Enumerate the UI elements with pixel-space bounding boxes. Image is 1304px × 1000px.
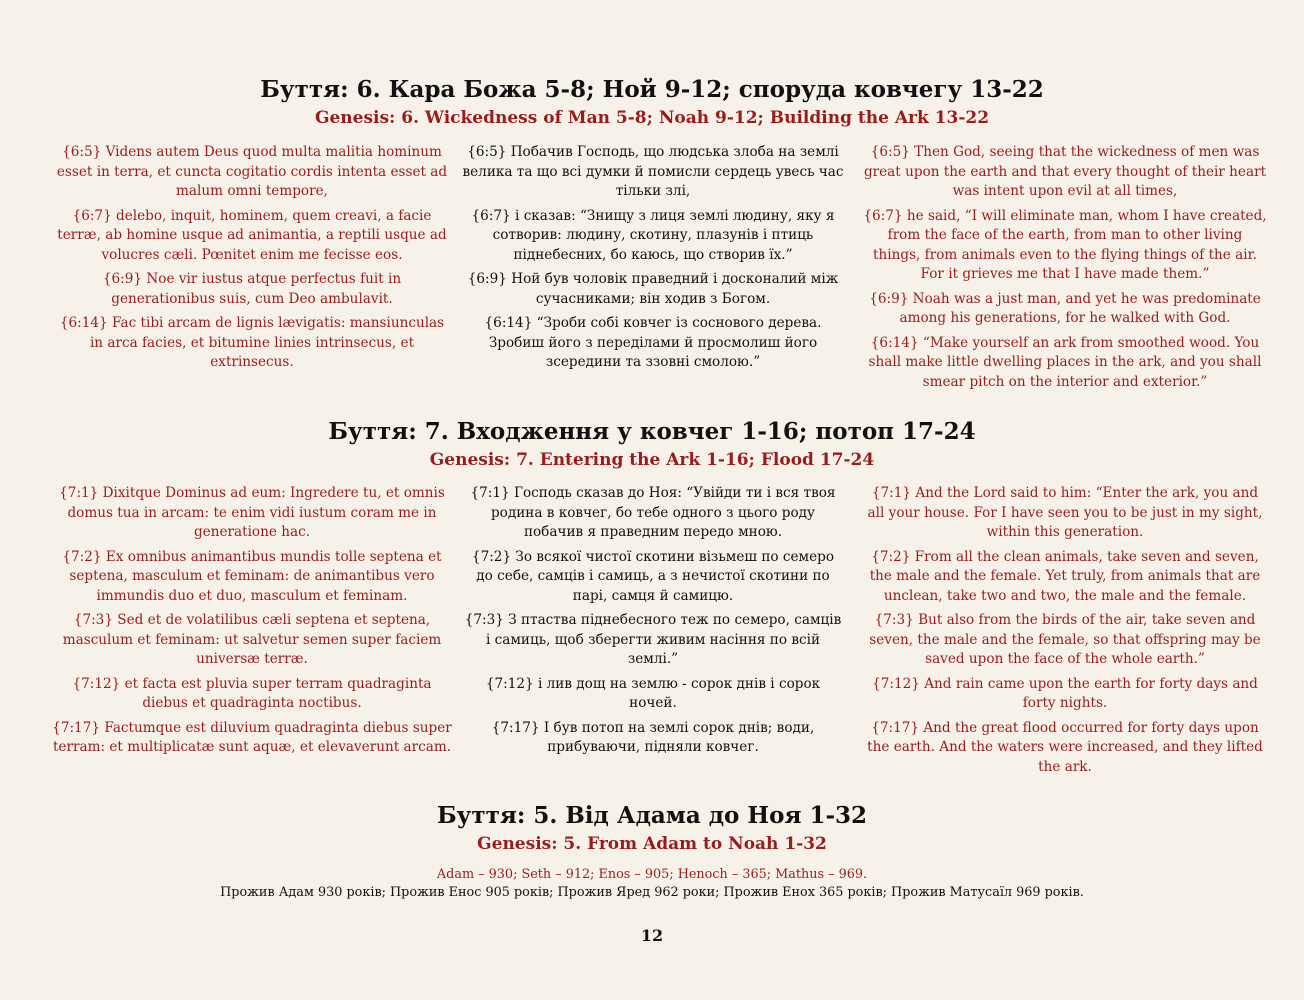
verse: {6:9} Noah was a just man, and yet he was predominate among his generations, for he walked with God. bbox=[869, 290, 1261, 326]
verse: {7:17} Factumque est diluvium quadraginta diebus super terram: et multiplicatæ sunt aquæ, et elevaverunt arcam. bbox=[52, 719, 452, 755]
ukrainian-column bbox=[462, 143, 844, 378]
lifespans-ukrainian: Прожив Адам 930 років; Прожив Енос 905 років; Прожив Яред 962 роки; Прожив Енох 365 років; Прожив Матусаїл 969 років. bbox=[220, 885, 1084, 900]
page-number: 12 bbox=[640, 926, 664, 945]
section-title-ukrainian: Буття: 5. Від Адама до Ноя 1-32 bbox=[436, 802, 868, 829]
lifespans-latin: Adam – 930; Seth – 912; Enos – 905; Henoch – 365; Mathus – 969. bbox=[436, 867, 868, 882]
verse: {6:5} Then God, seeing that the wickedness of men was great upon the earth and that every thought of their heart was intent upon evil at all times, bbox=[863, 144, 1267, 199]
latin-column bbox=[52, 143, 452, 378]
section-genesis-6 bbox=[0, 76, 1304, 130]
verse: {6:5} Побачив Господь, що людська злоба на землі велика та що всі думки й помисли сердець увесь час тільки злі, bbox=[462, 144, 844, 199]
verse: {6:9} Noe vir iustus atque perfectus fuit in generationibus suis, cum Deo ambulavit. bbox=[102, 271, 402, 307]
english-column bbox=[862, 143, 1268, 397]
verse: {7:3} But also from the birds of the air, take seven and seven, the male and the female, so that offspring may be saved upon the face of the whole earth.” bbox=[869, 612, 1261, 667]
verse: {6:5} Videns autem Deus quod multa malitia hominum esset in terra, et cuncta cogitatio cordis intenta esset ad malum omni tempore, bbox=[56, 144, 448, 199]
verse: {6:9} Ной був чоловік праведний і досконалий між сучасниками; він ходив з Богом. bbox=[467, 271, 839, 307]
verse: {7:1} Господь сказав до Ноя: “Увійди ти і вся твоя родина в ковчег, бо тебе одного з цього роду побачив я праведним передо мною. bbox=[470, 485, 836, 540]
section-title-english: Genesis: 7. Entering the Ark 1-16; Flood 17-24 bbox=[429, 450, 875, 470]
verse: {7:1} Dixitque Dominus ad eum: Ingredere tu, et omnis domus tua in arcam: te enim vidi iustum coram me in generatione hac. bbox=[59, 485, 445, 540]
section-genesis-7 bbox=[0, 418, 1304, 472]
section-5-lifespans bbox=[0, 866, 1304, 902]
ukrainian-column bbox=[462, 484, 844, 763]
section-title-english: Genesis: 6. Wickedness of Man 5-8; Noah 9-12; Building the Ark 13-22 bbox=[314, 108, 990, 128]
verse: {7:3} З птаства піднебесного теж по семеро, самців і самиць, щоб зберегти живим насіння по всій землі.” bbox=[464, 612, 842, 667]
section-title-ukrainian: Буття: 7. Входження у ковчег 1-16; потоп 17-24 bbox=[328, 418, 976, 445]
section-title-ukrainian: Буття: 6. Кара Божа 5-8; Ной 9-12; споруда ковчегу 13-22 bbox=[260, 76, 1044, 103]
verse: {7:2} Ex omnibus animantibus mundis tolle septena et septena, masculum et feminam: de animantibus vero immundis duo et duo, masculum et feminam. bbox=[62, 548, 442, 604]
verse: {7:12} And rain came upon the earth for forty days and forty nights. bbox=[872, 675, 1258, 711]
verse: {6:7} delebo, inquit, hominem, quem creavi, a facie terræ, ab homine usque ad animantia, a reptili usque ad volucres cæli. Pœnitet enim me fecisse eos. bbox=[57, 207, 447, 263]
verse: {7:2} Зо всякої чистої скотини візьмеш по семеро до себе, самців і самиць, а з нечистої скотини по парі, самця й самицю. bbox=[471, 548, 835, 604]
verse: {7:3} Sed et de volatilibus cæli septena et septena, masculum et feminam: ut salvetur semen super faciem universæ terræ. bbox=[62, 612, 442, 667]
verse: {6:14} Fac tibi arcam de lignis lævigatis: mansiunculas in arca facies, et bitumine linies intrinsecus, et extrinsecus. bbox=[59, 315, 445, 370]
section-6-columns bbox=[0, 143, 1304, 390]
verse: {6:7} he said, “I will eliminate man, whom I have created, from the face of the earth, from man to other living things, from animals even to the flying things of the air. For it grieves me that I have made them.” bbox=[863, 207, 1267, 282]
section-title-english: Genesis: 5. From Adam to Noah 1-32 bbox=[477, 834, 827, 854]
english-column bbox=[862, 484, 1268, 782]
verse: {6:7} і сказав: “Знищу з лиця землі людину, яку я сотворив: людину, скотину, плазунів і птиць піднебесних, бо каюсь, що створив їх.” bbox=[471, 207, 835, 263]
verse: {7:17} And the great flood occurred for forty days upon the earth. And the waters were increased, and they lifted the ark. bbox=[867, 719, 1263, 775]
verse: {7:1} And the Lord said to him: “Enter the ark, you and all your house. For I have seen you to be just in my sight, within this generation. bbox=[867, 485, 1263, 540]
latin-column bbox=[52, 484, 452, 763]
verse: {7:2} From all the clean animals, take seven and seven, the male and the female. Yet truly, from animals that are unclean, take two and two, the male and the female. bbox=[869, 548, 1261, 604]
verse: {7:17} І був потоп на землі сорок днів; води, прибуваючи, підняли ковчег. bbox=[491, 719, 815, 755]
section-7-columns bbox=[0, 484, 1304, 775]
verse: {7:12} et facta est pluvia super terram quadraginta diebus et quadraginta noctibus. bbox=[72, 675, 432, 711]
verse: {6:14} “Make yourself an ark from smoothed wood. You shall make little dwelling places in the ark, and you shall smear pitch on the interior and exterior.” bbox=[868, 334, 1262, 390]
verse: {6:14} “Зроби собі ковчег із соснового дерева. Зробиш його з переділами й просмолиш його зсередини та ззовні смолою.” bbox=[484, 315, 822, 370]
section-genesis-5 bbox=[0, 802, 1304, 856]
verse: {7:12} і лив дощ на землю - сорок днів і сорок ночей. bbox=[485, 675, 821, 711]
